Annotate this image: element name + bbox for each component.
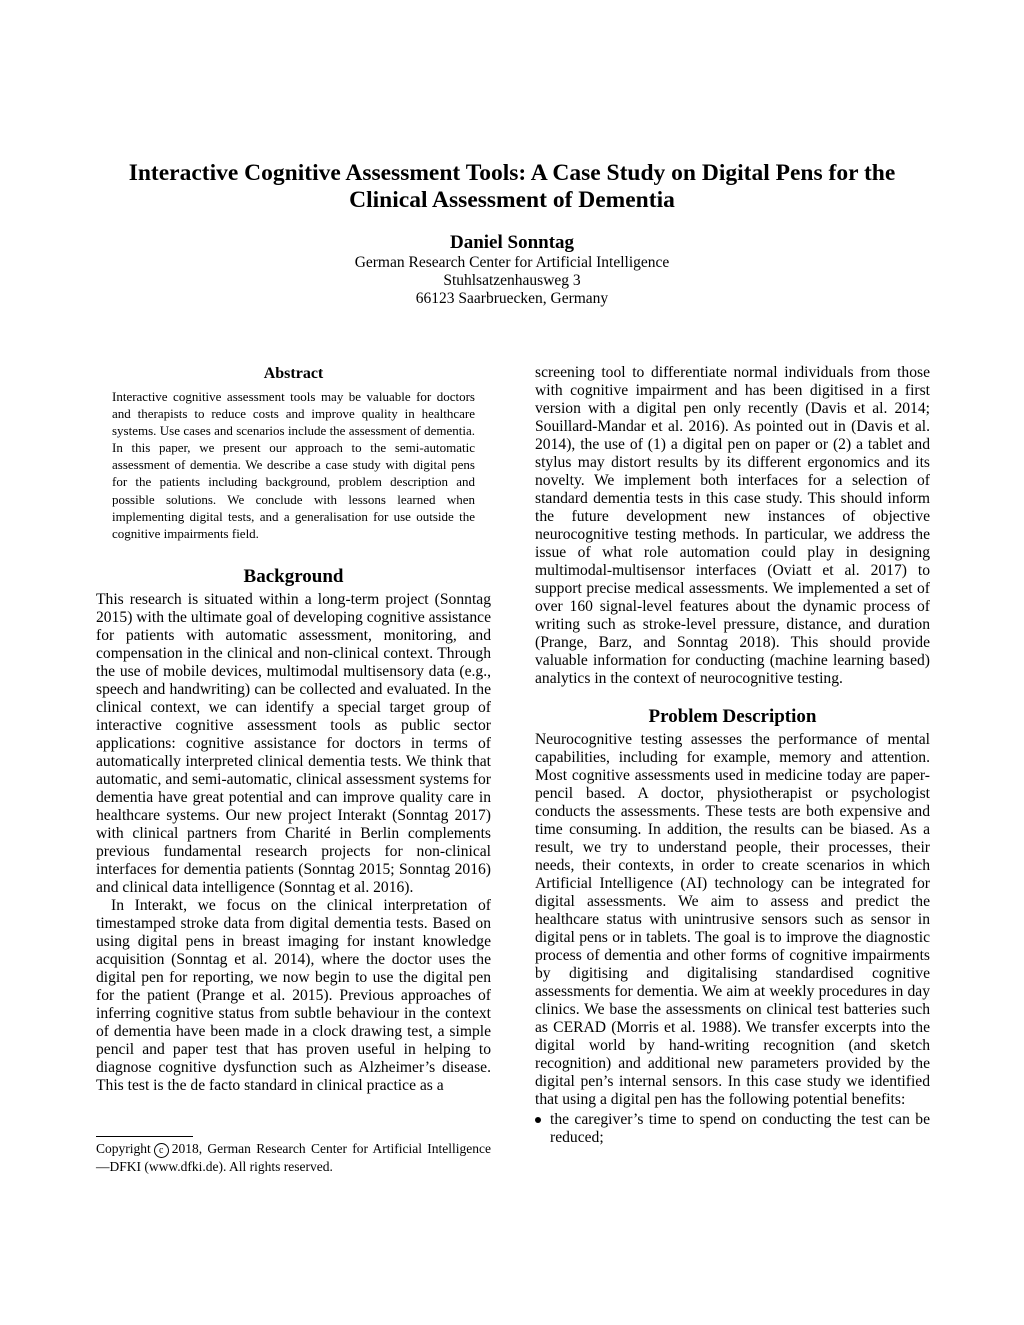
paper-title-line-1: Interactive Cognitive Assessment Tools: A Case Study on Digital Pens for the: [128, 160, 896, 186]
background-heading: Background: [243, 565, 344, 587]
copyright-label: Copyright: [96, 1141, 151, 1156]
author-street: Stuhlsatzenhausweg 3: [443, 272, 581, 289]
benefits-list: [535, 1111, 930, 1147]
problem-description-text: Neurocognitive testing assesses the performance of mental capabilities, including for example, memory and attention. Most cognitive assessments used in medicine today are paper-pencil based. A doctor, physiotherapist or psychologist conducts the assessments. These tests are both expensive and time consuming. In addition, the results can be biased. As a result, we try to understand people, their processes, their needs, their contexts, in order to create scenarios in which Artificial Intelligence (AI) technology can be integrated for digital assessments. We aim to assess and predict the healthcare status with unintrusive sensors such as sensor in digital pens or in tablets. The goal is to improve the diagnostic process of dementia and other forms of cognitive impairments by digitising and digitalising standardised cognitive assessments for dementia. We aim at weekly procedures in day clinics. We base the assessments on clinical test batteries such as CERAD (Morris et al. 1988). We transfer excerpts into the digital world by hand-writing recognition (and sketch recognition) and additional new parameters provided by the digital pen’s internal sensors. In this case study we identified that using a digital pen has the following potential benefits:: [535, 731, 930, 1108]
copyright-text: 2018, German Research Center for Artificial Intelligence—DFKI (www.dfki.de). All rights reserved.: [96, 1141, 491, 1174]
background-paragraph-2: In Interakt, we focus on the clinical interpretation of timestamped stroke data from digital dementia tests. Based on using digital pens in breast imaging for instant knowledge acquisition (Sonntag et al. 2014), where the doctor uses the digital pen for reporting, we now begin to use the digital pen for the patient (Prange et al. 2015). Previous approaches of inferring cognitive status from subtle behaviour in the context of dementia have been made in a clock drawing test, a simple pencil and paper test that has proven useful in helping to diagnose cognitive dysfunction such as Alzheimer’s disease. This test is the de facto standard in clinical practice as a: [96, 896, 491, 1094]
author-name: Daniel Sonntag: [449, 232, 575, 253]
right-column: [535, 364, 930, 1147]
author-city: 66123 Saarbruecken, Germany: [415, 290, 609, 307]
abstract-heading: Abstract: [263, 365, 324, 382]
background-continuation: screening tool to differentiate normal individuals from those with cognitive impairment and has been digitised in a first version with a digital pen only recently (Davis et al. 2014; Souillard-Mandar et al. 2016). As pointed out in (Davis et al. 2014), the use of (1) a digital pen on paper or (2) a tablet and stylus may distort results by its different ergonomics and its novelty. We implement both interfaces for a selection of standard dementia tests in this case study. This should inform the future development new instances of objective neurocognitive testing methods. In particular, we address the issue of what role automation could play in designing multimodal-multisensor interfaces (Oviatt et al. 2017) to support precise medical assessments. We implemented a set of over 160 signal-level features about the dynamic process of writing such as stroke-level pressure, distance, and duration (Prange, Barz, and Sonntag 2018). This should provide valuable information for conducting (machine learning based) analytics in the context of neurocognitive testing.: [535, 364, 930, 687]
paper-title-line-2: Clinical Assessment of Dementia: [349, 187, 675, 213]
paper-title: [90, 160, 934, 214]
list-item: [535, 1111, 930, 1147]
copyright-icon: c: [154, 1143, 169, 1158]
abstract-text: Interactive cognitive assessment tools may be valuable for doctors and therapists to reduce costs and improve quality in healthcare systems. Use cases and scenarios include the assessment of dementia. In this paper, we present our approach to the semi-automatic assessment of dementia. We describe a case study with digital pens for the patients including background, problem description and possible solutions. We conclude with lessons learned when implementing digital tests, and a generalisation for use outside the cognitive impairments field.: [112, 389, 475, 541]
left-column: [96, 364, 491, 1095]
background-paragraph-1: This research is situated within a long-term project (Sonntag 2015) with the ultimate goal of developing cognitive assistance for patients with automatic assessment, monitoring, and compensation in the clinical and non-clinical context. Through the use of mobile devices, multimodal multisensory data (e.g., speech and handwriting) can be collected and evaluated. In the clinical context, we can identify a special target group of interactive cognitive assessment tools as public sector applications: cognitive assistance for doctors in terms of automatically interpreted clinical dementia tests. We think that automatic, and semi-automatic, clinical assessment systems for dementia have great potential and can improve quality care in healthcare systems. Our new project Interakt (Sonntag 2017) with clinical partners from Charité in Berlin complements previous fundamental research projects for non-clinical interfaces for dementia patients (Sonntag 2015; Sonntag 2016) and clinical data intelligence (Sonntag et al. 2016).: [96, 590, 491, 896]
footnote-divider: [96, 1136, 193, 1137]
bullet-icon: [535, 1117, 541, 1123]
author-block: [212, 232, 812, 308]
copyright-footnote: [96, 1140, 491, 1175]
author-affiliation: German Research Center for Artificial Intelligence: [354, 254, 670, 271]
problem-description-heading: Problem Description: [648, 706, 817, 727]
list-item-text: the caregiver’s time to spend on conducting the test can be reduced;: [550, 1111, 930, 1146]
